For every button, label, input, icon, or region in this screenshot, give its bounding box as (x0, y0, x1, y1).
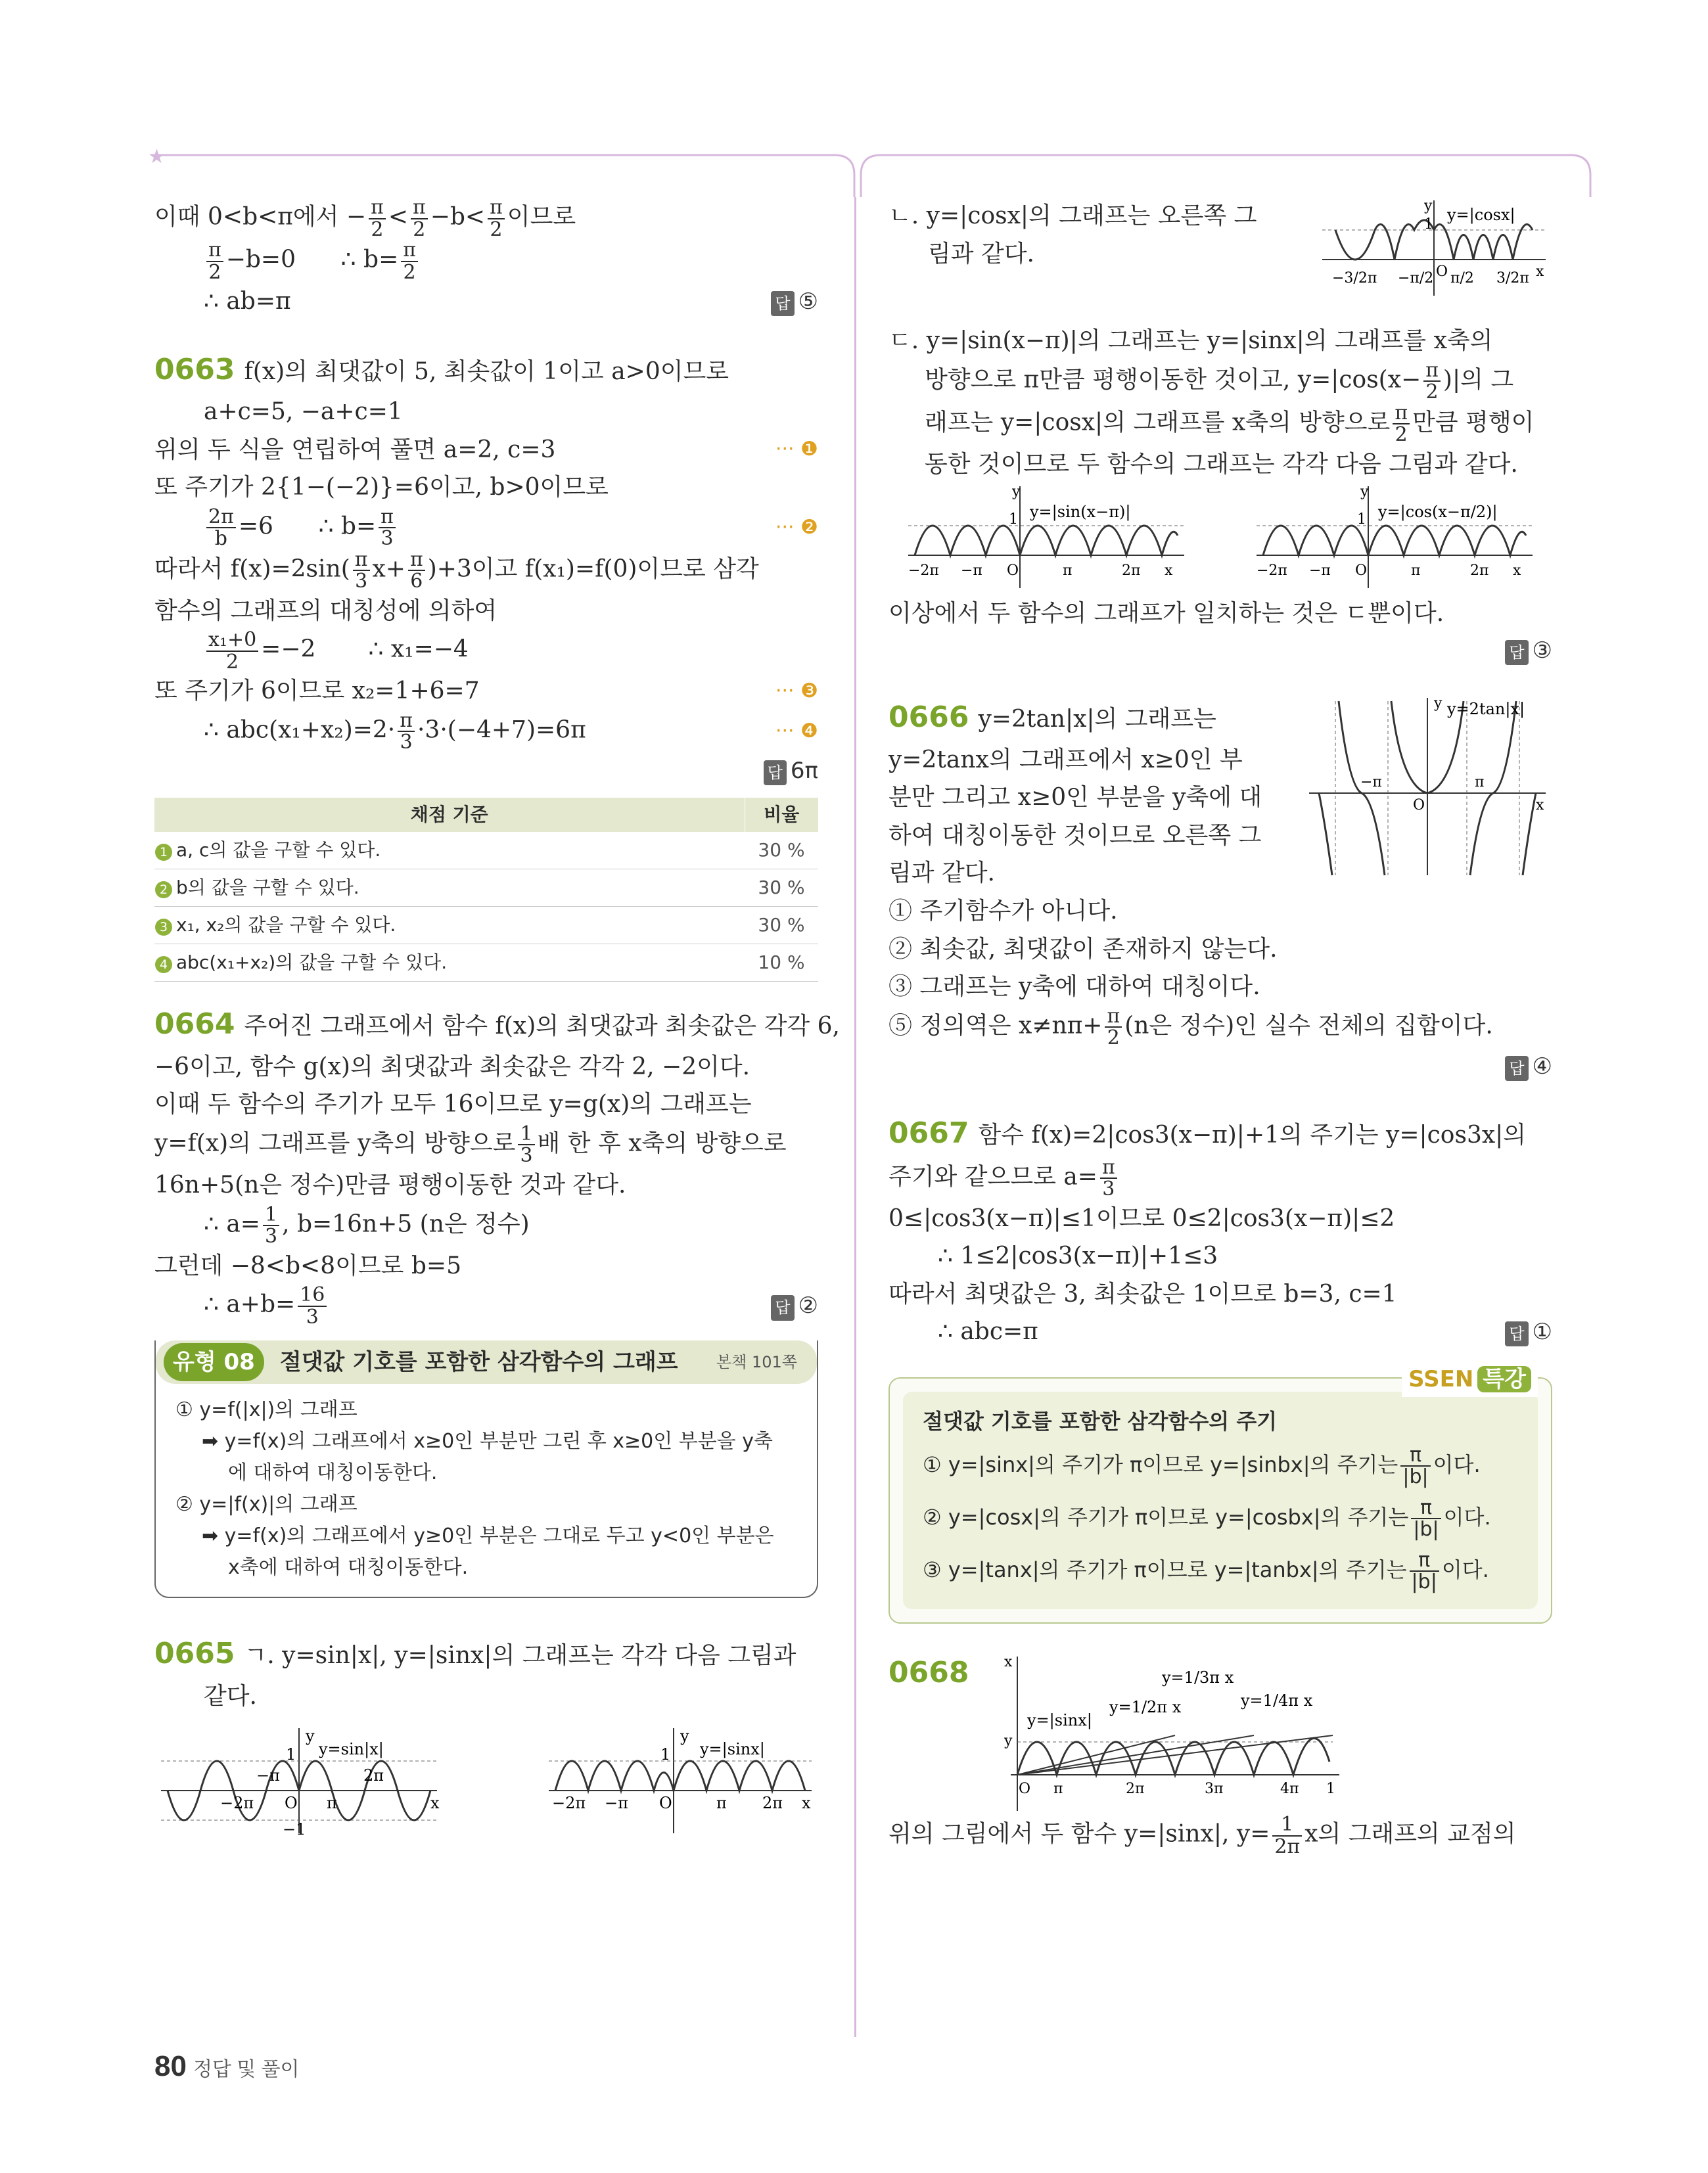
line: ∴ 1≤2|cos3(x−π)|+1≤3 (938, 1243, 1218, 1270)
answer: 답 ③ (889, 633, 1552, 668)
svg-text:2π: 2π (1122, 562, 1141, 580)
answer: 답 ② (771, 1288, 818, 1323)
svg-text:O: O (1007, 562, 1019, 580)
svg-text:−3/2π: −3/2π (1332, 270, 1377, 286)
line: 따라서 f(x)=2sin( $\frac{\pi}{3}$ x+ $\frac{\pi}{6}$ )+3이고 f(x₁)=f(0)이므로 삼각 (154, 547, 759, 593)
line: 래프는 y=|cosx|의 그래프를 x축의 방향으로 $\frac{\pi}{2}$ 만큼 평행이 (925, 401, 1535, 447)
ssen-item: ③ y=|tanx|의 주기가 π이므로 y=|tanbx|의 주기는 $\frac{\pi}{|b|}$ 이다. (923, 1548, 1489, 1594)
svg-text:2π: 2π (1126, 1781, 1145, 1798)
line: 림과 같다. (889, 859, 995, 887)
svg-text:y=|cosx|: y=|cosx| (1447, 206, 1515, 224)
type-header (156, 1340, 817, 1384)
line: 동한 것이므로 두 함수의 그래프는 각각 다음 그림과 같다. (925, 450, 1518, 478)
ssen-title: 절댓값 기호를 포함한 삼각함수의 주기 (923, 1408, 1278, 1434)
svg-text:O: O (285, 1794, 298, 1813)
svg-text:y=2tan|x|: y=2tan|x| (1447, 700, 1525, 719)
svg-text:−π: −π (605, 1794, 628, 1813)
svg-text:y=1/4π x: y=1/4π x (1241, 1691, 1313, 1710)
line: y=2tanx의 그래프에서 x≥0인 부 (889, 746, 1243, 773)
problem-0667: 0667 함수 f(x)=2|cos3(x−π)|+1의 주기는 y=|cos3x|의 (889, 1116, 1527, 1151)
svg-text:O: O (1355, 562, 1368, 580)
svg-text:x: x (1536, 797, 1544, 814)
svg-text:y: y (1434, 695, 1443, 712)
svg-text:y: y (1012, 484, 1021, 501)
line: 분만 그리고 x≥0인 부분을 y축에 대 (889, 784, 1262, 812)
scoring-table (154, 798, 818, 982)
line: 위의 두 식을 연립하여 풀면 a=2, c=3 ··· ❶ (154, 436, 818, 463)
svg-text:−2π: −2π (1257, 562, 1287, 580)
line: $\frac{\text{x₁+0}}{2}$ =−2 ∴ x₁=−4 (154, 629, 818, 672)
answer: 답 6π (154, 753, 818, 789)
line: 같다. (204, 1682, 257, 1710)
svg-text:−2π: −2π (552, 1794, 586, 1813)
svg-text:−π/2: −π/2 (1398, 270, 1434, 286)
type-08-box (154, 1340, 818, 1598)
svg-text:y: y (1360, 484, 1369, 501)
line: ∴ a= $\frac{1}{3}$ , b=16n+5 (n은 정수) (204, 1202, 530, 1248)
graph-2tan-abs-x (1303, 695, 1552, 879)
line: ∴ ab=π 답 ⑤ (154, 283, 818, 321)
svg-text:−2π: −2π (908, 562, 939, 580)
line: −6이고, 함수 g(x)의 최댓값과 최솟값은 각각 2, −2이다. (154, 1053, 750, 1080)
problem-0663: 0663 f(x)의 최댓값이 5, 최솟값이 1이고 a>0이므로 (154, 352, 729, 386)
svg-text:−π: −π (1360, 774, 1382, 791)
svg-text:1: 1 (286, 1745, 296, 1764)
svg-text:π: π (327, 1794, 337, 1813)
line: $\frac{\pi}{2}$ −b=0 ∴ b= $\frac{\pi}{2}$ (154, 240, 818, 283)
svg-text:1: 1 (1424, 216, 1433, 233)
line: 이상에서 두 함수의 그래프가 일치하는 것은 ㄷ뿐이다. (889, 600, 1444, 628)
svg-text:π: π (1053, 1781, 1063, 1798)
problem-0665: 0665 ㄱ. y=sin|x|, y=|sinx|의 그래프는 각각 다음 그림과 (154, 1637, 796, 1671)
line: 함수의 그래프의 대칭성에 의하여 (154, 597, 497, 624)
line: ∴ abc(x₁+x₂)=2· $\frac{\pi}{3}$ ·3·(−4+7)=6π ··· ❹ (204, 708, 818, 754)
line: x축에 대하여 대칭이동한다. (228, 1556, 469, 1580)
line: ① y=f(|x|)의 그래프 (175, 1398, 358, 1422)
ssen-item: ② y=|cosx|의 주기가 π이므로 y=|cosbx|의 주기는 $\frac{\pi}{|b|}$ 이다. (923, 1496, 1491, 1542)
svg-text:3π: 3π (1205, 1781, 1224, 1798)
center-divider (854, 197, 856, 2037)
svg-text:y=|cos(x−π/2)|: y=|cos(x−π/2)| (1378, 503, 1498, 522)
svg-text:1: 1 (660, 1745, 671, 1764)
line: 방향으로 π만큼 평행이동한 것이고, y=|cos(x− $\frac{\pi}{2}$ )|의 그 (925, 358, 1514, 404)
line: 림과 같다. (928, 240, 1034, 267)
svg-text:O: O (1436, 263, 1448, 280)
table-row: 1 a, c의 값을 구할 수 있다. 30 % (154, 832, 818, 869)
top-rule (0, 0, 1708, 197)
left-column (154, 196, 840, 1840)
line: ② y=|f(x)|의 그래프 (175, 1493, 358, 1517)
svg-text:x: x (1513, 562, 1521, 580)
svg-text:3/2π: 3/2π (1496, 270, 1529, 286)
line: 에 대하여 대칭이동한다. (228, 1461, 438, 1485)
svg-text:y=|sin(x−π)|: y=|sin(x−π)| (1030, 503, 1131, 522)
svg-text:y=1/2π x: y=1/2π x (1109, 1698, 1182, 1717)
line: $\frac{2\pi}{b}$ =6 ∴ b= $\frac{\pi}{3}$ ··· ❷ (154, 507, 818, 549)
line: ③ 그래프는 y축에 대하여 대칭이다. (889, 973, 1260, 1001)
type-tag: 유형 08 (164, 1343, 264, 1381)
line: 하여 대칭이동한 것이므로 오른쪽 그 (889, 821, 1262, 849)
svg-text:−π: −π (961, 562, 982, 580)
line: 또 주기가 6이므로 x₂=1+6=7 ··· ❸ (154, 677, 818, 705)
svg-text:y=|sinx|: y=|sinx| (700, 1740, 765, 1759)
svg-text:2π: 2π (1470, 562, 1489, 580)
svg-text:O: O (1019, 1781, 1031, 1798)
svg-text:π: π (1411, 562, 1421, 580)
svg-text:x: x (1004, 1654, 1013, 1671)
line: ➡ y=f(x)의 그래프에서 x≥0인 부분만 그린 후 x≥0인 부분을 y축 (202, 1430, 773, 1453)
svg-text:π/2: π/2 (1450, 270, 1474, 286)
svg-text:1: 1 (1326, 1781, 1336, 1798)
line: ⑤ 정의역은 x≠nπ+ $\frac{\pi}{2}$ (n은 정수)인 실수 전체의 집합이다. (889, 1004, 1493, 1050)
line: ∴ a+b= $\frac{16}{3}$ 답 ② (204, 1283, 818, 1329)
svg-text:2π: 2π (762, 1794, 783, 1813)
svg-text:O: O (659, 1794, 672, 1813)
type-title: 절댓값 기호를 포함한 삼각함수의 그래프 (279, 1348, 678, 1375)
svg-text:−2π: −2π (220, 1794, 254, 1813)
svg-text:π: π (716, 1794, 727, 1813)
graph-abs-cos-x-minus-half-pi (1250, 483, 1539, 595)
ssen-special-box (889, 1365, 1552, 1624)
table-row: 2 b의 값을 구할 수 있다. 30 % (154, 869, 818, 907)
svg-text:y: y (680, 1727, 689, 1746)
right-column (889, 197, 1552, 1857)
svg-text:2π: 2π (363, 1766, 384, 1785)
ssen-badge: SSEN 특강 (1402, 1361, 1538, 1397)
line: 위의 그림에서 두 함수 y=|sinx|, y= $\frac{1}{2\pi}$ x의 그래프의 교점의 (889, 1813, 1516, 1858)
line: ㄷ. y=|sin(x−π)|의 그래프는 y=|sinx|의 그래프를 x축의 (889, 327, 1493, 354)
svg-text:−1: −1 (283, 1820, 306, 1839)
svg-text:x: x (430, 1794, 440, 1813)
line: 그런데 −8<b<8이므로 b=5 (154, 1252, 462, 1279)
problem-0668: 0668 (889, 1656, 969, 1690)
line: ② 최솟값, 최댓값이 존재하지 않는다. (889, 935, 1278, 963)
svg-text:1: 1 (1357, 511, 1366, 528)
table-row: 4 abc(x₁+x₂)의 값을 구할 수 있다. 10 % (154, 944, 818, 982)
line: a+c=5, −a+c=1 (204, 398, 403, 425)
page-number: 80 (154, 2050, 187, 2082)
line: ➡ y=f(x)의 그래프에서 y≥0인 부분은 그대로 두고 y<0인 부분은 (202, 1524, 774, 1548)
answer: 답 ④ (889, 1049, 1552, 1084)
svg-text:π: π (1475, 774, 1485, 791)
problem-0666: 0666 y=2tan|x|의 그래프는 (889, 700, 1216, 735)
graph-abs-cos-x (1316, 197, 1552, 309)
svg-text:1: 1 (1009, 511, 1018, 528)
table-header: 비율 (745, 798, 818, 832)
graph-abs-sin-x (542, 1722, 818, 1840)
svg-text:y: y (306, 1727, 315, 1746)
line: ∴ abc=π 답 ① (889, 1313, 1552, 1351)
graph-abs-sin-x-minus-pi (902, 483, 1191, 595)
svg-text:y=1/3π x: y=1/3π x (1162, 1668, 1234, 1687)
svg-text:x: x (1165, 562, 1173, 580)
line: 이때 0<b<π에서 − $\frac{\pi}{2}$ < $\frac{\pi}{2}$ −b< $\frac{\pi}{2}$ 이므로 (154, 196, 576, 241)
svg-text:x: x (1536, 263, 1544, 280)
type-reference: 본책 101쪽 (716, 1352, 797, 1371)
svg-text:π: π (1063, 562, 1073, 580)
line: ① 주기함수가 아니다. (889, 897, 1118, 925)
svg-text:y=sin|x|: y=sin|x| (319, 1740, 384, 1759)
answer: 답 ① (1505, 1314, 1552, 1350)
star-icon: ★ (148, 145, 166, 168)
svg-text:O: O (1413, 797, 1425, 814)
line: ㄴ. y=|cosx|의 그래프는 오른쪽 그 (889, 202, 1257, 229)
graph-abs-sin-and-lines (978, 1650, 1346, 1814)
graph-sin-abs-x (154, 1722, 444, 1840)
line: 또 주기가 2{1−(−2)}=6이고, b>0이므로 (154, 474, 609, 501)
footer-label: 정답 및 풀이 (193, 2059, 300, 2080)
page-footer (154, 2050, 300, 2083)
line: 0≤|cos3(x−π)|≤1이므로 0≤2|cos3(x−π)|≤2 (889, 1204, 1395, 1232)
line: y=f(x)의 그래프를 y축의 방향으로 $\frac{1}{3}$ 배 한 후 x축의 방향으로 (154, 1122, 787, 1168)
svg-text:y=|sinx|: y=|sinx| (1027, 1711, 1093, 1730)
svg-text:−π: −π (256, 1766, 280, 1785)
problem-0664: 0664 주어진 그래프에서 함수 f(x)의 최댓값과 최솟값은 각각 6, (154, 1007, 840, 1041)
svg-text:x: x (802, 1794, 811, 1813)
svg-text:4π: 4π (1280, 1781, 1299, 1798)
line: 따라서 최댓값은 3, 최솟값은 1이므로 b=3, c=1 (889, 1280, 1397, 1308)
svg-text:y: y (1424, 198, 1433, 214)
line: 이때 두 함수의 주기가 모두 16이므로 y=g(x)의 그래프는 (154, 1091, 752, 1118)
table-header: 채점 기준 (154, 798, 745, 832)
svg-text:−π: −π (1309, 562, 1331, 580)
answer: 답 ⑤ (771, 284, 818, 319)
svg-text:y: y (1004, 1733, 1013, 1750)
ssen-item: ① y=|sinx|의 주기가 π이므로 y=|sinbx|의 주기는 $\frac{\pi}{|b|}$ 이다. (923, 1443, 1481, 1489)
line: 16n+5(n은 정수)만큼 평행이동한 것과 같다. (154, 1171, 626, 1199)
table-row: 3 x₁, x₂의 값을 구할 수 있다. 30 % (154, 907, 818, 944)
line: 주기와 같으므로 a= $\frac{\pi}{3}$ (889, 1157, 1552, 1200)
